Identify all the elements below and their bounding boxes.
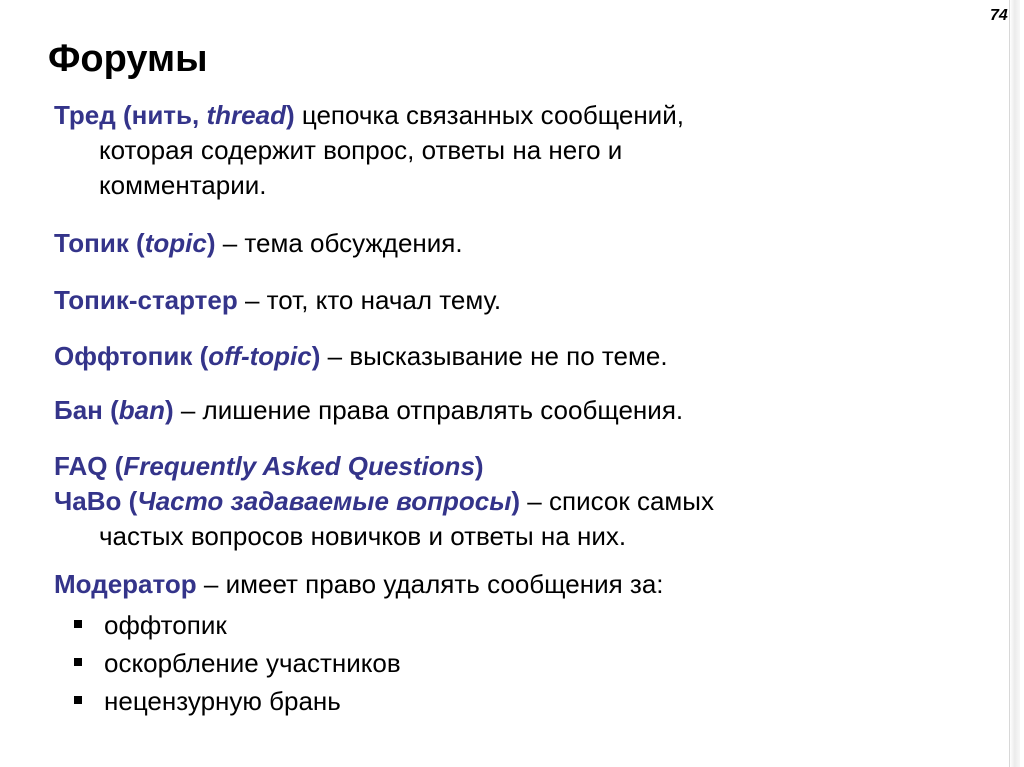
definition-thread-line-3: комментарии. (99, 170, 267, 200)
term-chavo-open: ЧаВо ( (54, 486, 138, 516)
definition-moderator-text: – имеет право удалять сообщения за: (196, 569, 664, 599)
term-faq-english: Frequently Asked Questions (123, 451, 475, 481)
term-chavo-close: ) (511, 486, 521, 516)
definition-topic (54, 226, 904, 261)
definition-faq-line-1 (54, 449, 904, 484)
definition-thread (54, 98, 904, 203)
term-topic (54, 228, 216, 258)
term-offtopic (54, 341, 320, 371)
term-ban-close: ) (164, 395, 174, 425)
bullet-icon (74, 696, 82, 704)
definition-thread-line-2: которая содержит вопрос, ответы на него и (99, 135, 623, 165)
term-topic-open: Топик ( (54, 228, 145, 258)
term-thread (54, 100, 295, 130)
term-chavo (54, 486, 520, 516)
term-offtopic-close: ) (311, 341, 321, 371)
term-faq (54, 451, 484, 481)
definition-chavo-line-1 (54, 484, 904, 519)
term-thread-open: Тред (нить, (54, 100, 207, 130)
definition-moderator (54, 567, 904, 602)
definition-topic-starter (54, 283, 904, 318)
definition-topic-text: – тема обсуждения. (215, 228, 463, 258)
page-title: Форумы (48, 38, 208, 80)
definition-ban (54, 393, 904, 428)
list-item-text: оскорбление участников (104, 648, 401, 678)
bullet-icon (74, 620, 82, 628)
term-moderator: Модератор (54, 569, 197, 599)
term-thread-english: thread (206, 100, 286, 130)
definition-ban-text: – лишение права отправлять сообщения. (173, 395, 684, 425)
definition-faq (54, 449, 904, 554)
definition-offtopic-text: – высказывание не по теме. (320, 341, 668, 371)
definition-thread-line-1 (54, 98, 904, 133)
term-offtopic-english: off-topic (208, 341, 312, 371)
list-item-text: оффтопик (104, 610, 227, 640)
definition-chavo-line-2: частых вопросов новичков и ответы на них. (99, 521, 627, 551)
list-item (74, 606, 401, 644)
term-topic-starter: Топик-стартер (54, 285, 238, 315)
term-offtopic-open: Оффтопик ( (54, 341, 209, 371)
bullet-icon (74, 658, 82, 666)
term-faq-close: ) (474, 451, 484, 481)
page-number: 74 (990, 7, 1008, 24)
definition-chavo-text-1: – список самых (520, 486, 714, 516)
slide-edge-decoration (1009, 0, 1020, 767)
list-item (74, 682, 401, 720)
definition-offtopic (54, 339, 904, 374)
definition-topic-starter-text: – тот, кто начал тему. (237, 285, 502, 315)
term-ban-english: ban (118, 395, 165, 425)
list-item-text: нецензурную брань (104, 686, 341, 716)
term-ban (54, 395, 174, 425)
moderator-reasons-list (74, 606, 401, 720)
term-topic-english: topic (144, 228, 207, 258)
definition-thread-text-1: цепочка связанных сообщений, (294, 100, 684, 130)
term-chavo-russian: Часто задаваемые вопросы (137, 486, 512, 516)
term-faq-open: FAQ ( (54, 451, 124, 481)
term-topic-close: ) (206, 228, 216, 258)
term-thread-close: ) (285, 100, 295, 130)
term-ban-open: Бан ( (54, 395, 119, 425)
list-item (74, 644, 401, 682)
